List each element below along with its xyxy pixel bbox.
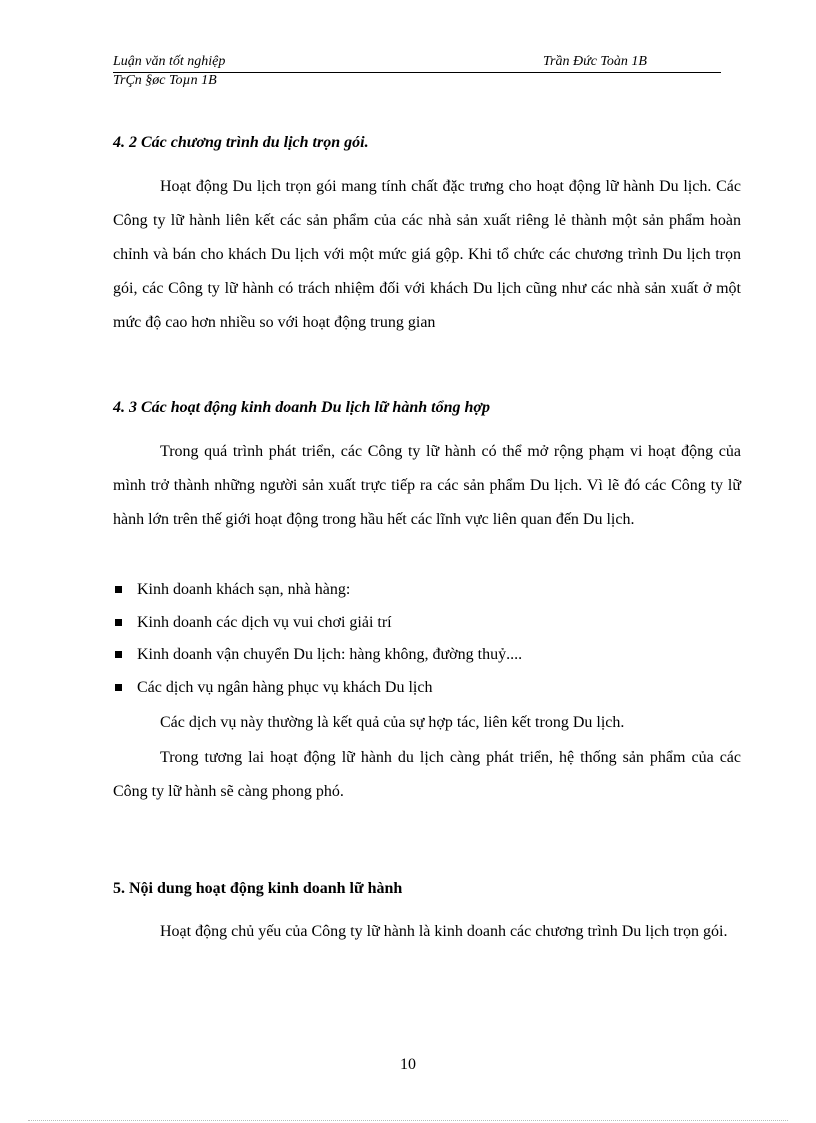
square-bullet-icon [115, 651, 122, 658]
service-bullet-list [113, 574, 522, 705]
header-left: Luận văn tốt nghiệp [113, 54, 226, 69]
square-bullet-icon [115, 684, 122, 691]
list-item: Các dịch vụ ngân hàng phục vụ khách Du lịch [113, 672, 522, 705]
paragraph-after-list-2: Trong tương lai hoạt động lữ hành du lịch càng phát triển, hệ thống sản phẩm của các Công ty lữ hành sẽ càng phong phó. [113, 749, 741, 800]
paragraph-5: Hoạt động chủ yếu của Công ty lữ hành là kinh doanh các chương trình Du lịch trọn gói. [160, 923, 728, 940]
page-number: 10 [400, 1056, 416, 1073]
running-header [113, 52, 721, 73]
page-border-divider [28, 1120, 788, 1121]
paragraph-after-list-1: Các dịch vụ này thường là kết quả của sự hợp tác, liên kết trong Du lịch. [160, 714, 625, 731]
heading-4-3: 4. 3 Các hoạt động kinh doanh Du lịch lữ hành tổng hợp [113, 399, 490, 416]
header-right: Trần Đức Toàn 1B [543, 54, 647, 69]
list-item: Kinh doanh vận chuyển Du lịch: hàng không, đường thuỷ.... [113, 639, 522, 672]
header-sub: TrÇn §øc Toµn 1B [113, 73, 217, 88]
square-bullet-icon [115, 586, 122, 593]
list-item: Kinh doanh khách sạn, nhà hàng: [113, 574, 522, 607]
heading-4-2: 4. 2 Các chương trình du lịch trọn gói. [113, 134, 369, 151]
square-bullet-icon [115, 619, 122, 626]
list-item: Kinh doanh các dịch vụ vui chơi giải trí [113, 607, 522, 640]
paragraph-4-2: Hoạt động Du lịch trọn gói mang tính chất đặc trưng cho hoạt động lữ hành Du lịch. Các Công ty lữ hành liên kết các sản phẩm của các nhà sản xuất riêng lẻ thành một sản phẩm hoàn chỉnh và bán cho khách Du lịch với một mức giá gộp. Khi tổ chức các chương trình Du lịch trọn gói, các Công ty lữ hành có trách nhiệm đối với khách Du lịch cũng như các nhà sản xuất ở một mức độ cao hơn nhiều so với hoạt động trung gian [113, 178, 741, 331]
paragraph-4-3: Trong quá trình phát triển, các Công ty lữ hành có thể mở rộng phạm vi hoạt động của mình trở thành những người sản xuất trực tiếp ra các sản phẩm Du lịch. Vì lẽ đó các Công ty lữ hành lớn trên thế giới hoạt động trong hầu hết các lĩnh vực liên quan đến Du lịch. [113, 443, 741, 528]
heading-5: 5. Nội dung hoạt động kinh doanh lữ hành [113, 880, 403, 897]
